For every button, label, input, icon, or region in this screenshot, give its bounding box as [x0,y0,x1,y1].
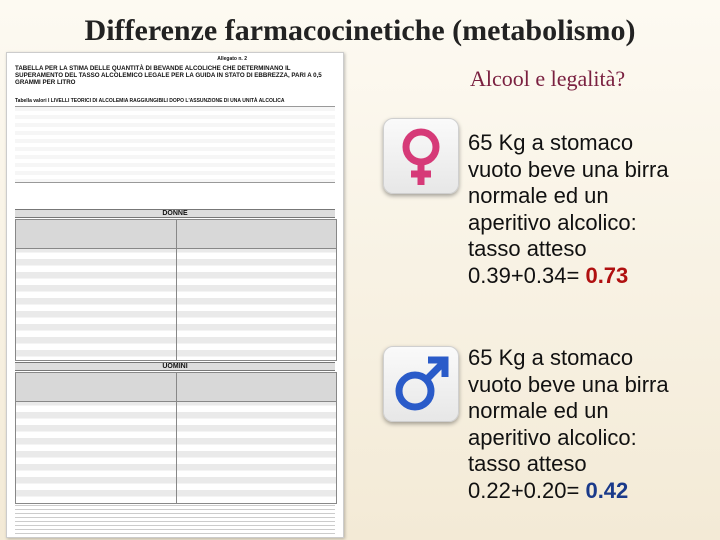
men-table [15,372,337,504]
male-calculation [468,345,698,504]
female-calculation [468,130,698,289]
fine-print-notes [15,505,335,535]
slide-subtitle: Alcool e legalità? [470,66,626,91]
male-line-1: 65 Kg a stomaco [468,345,634,370]
male-line-5: tasso atteso [468,451,587,476]
female-line-5: tasso atteso [468,236,587,261]
alcohol-table-document [6,52,344,538]
limits-table [15,106,335,183]
male-calc: 0.22+0.20= [468,477,586,503]
male-result: 0.42 [585,477,629,503]
male-line-2: vuoto beve una birra [468,371,669,397]
female-line-1: 65 Kg a stomaco [468,130,634,155]
female-calc: 0.39+0.34= [468,262,586,288]
slide-title: Differenze farmacocinetiche (metabolismo) [84,14,636,47]
document-title: TABELLA PER LA STIMA DELLE QUANTITÀ DI BEVANDE ALCOLICHE CHE DETERMINANO IL SUPERAMENTO DEL TASSO ALCOLEMICO LEGALE PER LA GUIDA IN STATO DI EBBREZZA, PARI A 0,5 GRAMMI PER LITRO [15,65,322,87]
female-result: 0.73 [585,262,629,288]
female-line-4: aperitivo alcolico: [468,209,637,235]
female-line-2: vuoto beve una birra [468,156,669,182]
male-line-4: aperitivo alcolico: [468,424,637,450]
document-subtitle: Tabella valori I LIVELLI TEORICI DI ALCOLEMIA RAGGIUNGIBILI DOPO L'ASSUNZIONE DI UNA UNITÀ ALCOLICA [15,98,285,104]
female-line-3: normale ed un [468,183,609,208]
women-table [15,219,337,361]
male-symbol-icon [383,346,459,422]
male-calc-line [468,478,698,505]
men-section-label: UOMINI [15,362,335,371]
female-calc-line [468,263,698,290]
women-section-label: DONNE [15,209,335,218]
male-line-3: normale ed un [468,398,609,423]
document-annex-label: Allegato n. 2 [217,56,247,62]
female-symbol-icon [383,118,459,194]
